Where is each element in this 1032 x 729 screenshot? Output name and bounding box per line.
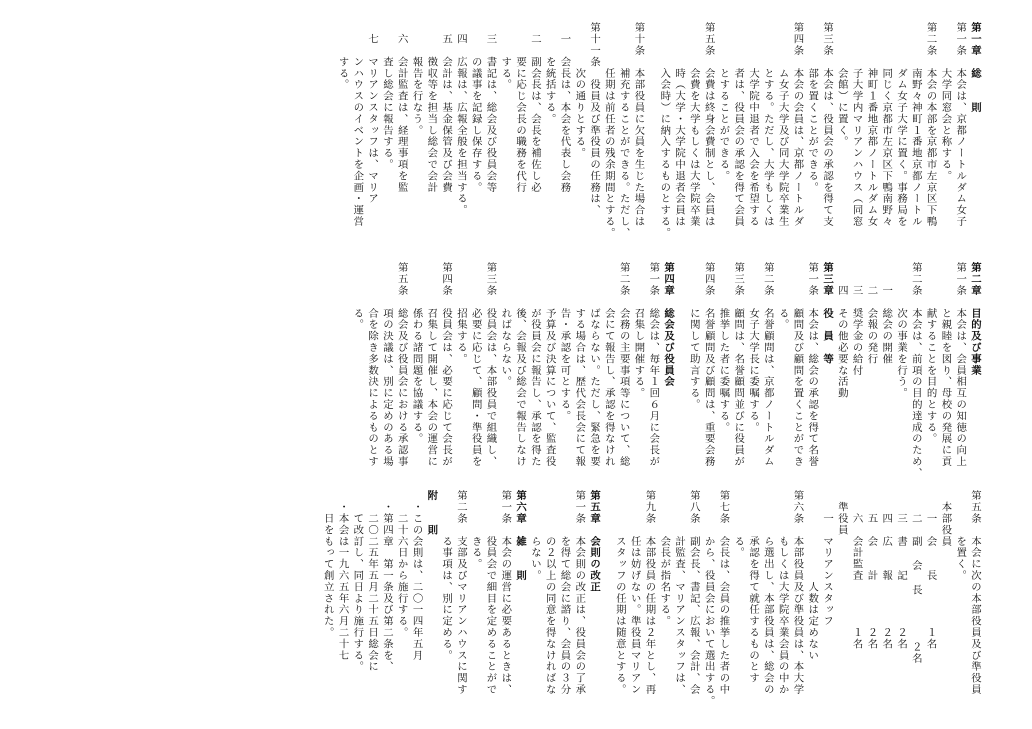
text-line: を統括する。 <box>543 22 556 125</box>
text-line: 役員会で細目を定めることがで <box>484 490 497 696</box>
text-line: 二 副 会 長 ２名 <box>909 490 922 665</box>
text-line: 承認を得て就任するものとす <box>747 490 760 684</box>
text-line: 第十条 本部役員に欠員を生じた場合は <box>632 22 645 228</box>
text-line: 第三条 本会は、役員会の承認を得て支 <box>821 22 834 228</box>
text-line: 第四条 役員会は、必要に応じて会長が <box>440 262 453 468</box>
text-line: 第五条 本会に次の本部役員及び準役員 <box>969 490 981 696</box>
chapter-heading: 附 則 <box>425 490 438 536</box>
text-line: 予算及び決算について、監査役 <box>543 262 556 468</box>
text-line: 第七条 会長は、会員の推挙した者の中 <box>717 490 730 696</box>
text-line: スタッフの任期は随意とする。 <box>613 490 626 696</box>
text-line: 告・承認を可とする。 <box>558 262 571 422</box>
text-line: る。 <box>776 262 789 331</box>
text-line: ム女子大学及び同大学院卒業生 <box>776 22 789 228</box>
text-line: 会館）に置く。 <box>835 22 848 148</box>
text-line: 三 書 記 ２名 <box>895 490 908 650</box>
text-line: 同じく京都市左京区下鴨南野々 <box>880 22 893 228</box>
text-line: する。 <box>336 22 349 91</box>
text-line: を得て総会に諮り、会員の３分 <box>558 490 571 696</box>
text-line: 者は、役員会の承認を得て会員 <box>732 22 745 228</box>
text-line: 日をもって創立された。 <box>321 490 334 639</box>
text-line: ダム女子大学に置く。事務局を <box>895 22 908 228</box>
chapter-heading: 第二章 目的及び事業 <box>969 262 981 376</box>
text-band-middle <box>70 262 982 488</box>
text-line: 第八条 副会長、書記、広報、会計、会 <box>687 490 700 696</box>
text-line: 招集する。 <box>454 262 467 365</box>
text-line: 献することを目的とする。 <box>924 262 937 445</box>
text-line: 係わる諸問題を協議する。 <box>410 262 423 445</box>
text-line: 第五条 会費は終身会費制とし、会員は <box>702 22 715 228</box>
text-line: ・この会則は、二〇一四年五月 <box>410 490 423 661</box>
text-line: が役員会に報告し、承認を得た <box>528 262 541 468</box>
text-line: る事項は、別に定める。 <box>440 490 453 661</box>
text-line: 神町１番地京都ノートルダム女 <box>865 22 878 228</box>
text-line: 七 マリアンスタッフは、マリア <box>366 22 379 205</box>
chapter-heading: 第六章 雑 則 <box>514 490 527 582</box>
text-line: ばならない。ただし、緊急を要 <box>588 262 601 468</box>
text-line: 第二条 名誉顧問は、京都ノートルダム <box>761 262 774 468</box>
chapter-heading: 第四章 総会及び役員会 <box>662 262 675 388</box>
text-line: 大学院中退者で入会を希望する <box>747 22 760 228</box>
text-line: 時（大学・大学院中退者会員は <box>673 22 686 228</box>
text-line: 第十一条 役員及び準役員の任務は、 <box>588 22 601 216</box>
text-line: から、役員会において選出する。 <box>702 490 715 707</box>
text-line: 任期は前任者の残余期間とする。 <box>602 22 615 239</box>
text-line: 本部役員 <box>939 490 952 547</box>
text-line: 準役員 <box>835 490 848 536</box>
chapter-heading: 第一章 総 則 <box>969 22 981 114</box>
text-line: 第一条 本会則の改正は、役員会の了承 <box>573 490 586 696</box>
text-line: 次の通りとする。 <box>573 22 586 159</box>
text-line: 南野々神町１番地京都ノートル <box>909 22 922 228</box>
text-line: 第二条 会務の主要事項等について、総 <box>617 262 630 468</box>
text-line: 第二条 本会の本部を京都市左京区下鴨 <box>924 22 937 228</box>
text-line: 任は妨げない。準役員マリアン <box>628 490 641 696</box>
text-line: 四 その他必要な活動 <box>835 262 848 399</box>
text-line: もしくは大学院卒業会員の中か <box>776 490 789 696</box>
text-line: ・本会は一九六五年六月二十七 <box>336 490 349 661</box>
text-line: 第五条 総会及び役員会における承認事 <box>395 262 408 468</box>
text-line: らない。 <box>528 490 541 582</box>
text-line: 一 会 長 １名 <box>924 490 937 650</box>
text-line: 顧問及び顧問を置くことができ <box>791 262 804 468</box>
text-line: ら選出し、本部役員は、総会の <box>761 490 774 696</box>
text-line: する場合は、歴代会長会にて報 <box>573 262 586 468</box>
text-line: 第三条 役員会は、本部役員で組織し、 <box>484 262 497 468</box>
text-line: 入会時）に納入するものとする。 <box>658 22 671 239</box>
text-line: 要に応じ会長の職務を代行 <box>514 22 527 193</box>
text-line: 報告を行なう。 <box>410 22 423 136</box>
text-line: 五 会計は、基金保管及び会費 <box>440 22 453 193</box>
text-line: 項の決議は、別に定めのある場 <box>380 262 393 468</box>
text-line: る。 <box>732 490 745 559</box>
text-line: 会にて報告し、承認を得なけれ <box>602 262 615 468</box>
text-line: とする。ただし、大学もしくは <box>761 22 774 228</box>
text-line: ンハウスのイベントを企画・運営 <box>351 22 364 228</box>
text-line: 大学同窓会と称する。 <box>939 22 952 182</box>
text-line: 六 会計監査は、経理事項を監 <box>395 22 408 193</box>
text-line: 三 奨学金の給付 <box>850 262 863 376</box>
text-line: する。 <box>499 22 512 91</box>
text-line: 五 会 計 ２名 <box>865 490 878 650</box>
text-line: 召集し開催する。 <box>632 262 645 399</box>
text-line: 二〇二五年五月二十五日総会に <box>366 490 379 673</box>
text-line: 第四条 本会の会員は、京都ノートルダ <box>791 22 804 228</box>
text-line: 第四条 名誉顧問及び顧問は、重要会務 <box>702 262 715 468</box>
text-line: 推挙した者に委嘱する。 <box>717 262 730 433</box>
text-line: 六 会計監査 １名 <box>850 490 863 650</box>
text-line: 第一条 本会は、会員相互の知徳の向上 <box>954 262 967 468</box>
text-line: きる。 <box>469 490 482 570</box>
text-line: 第一条 本会は、京都ノートルダム女子 <box>954 22 967 228</box>
text-line: 第三条 顧問は、名誉顧問並びに役員が <box>732 262 745 468</box>
chapter-heading: 第三章 役 員 等 <box>821 262 834 365</box>
text-line: る。 <box>351 262 364 331</box>
text-line: 女子大学長に委嘱する。 <box>747 262 760 433</box>
text-line: 召集して開催し、本会の運営に <box>425 262 438 468</box>
text-line: 会費を大学もしくは大学院卒業 <box>687 22 700 228</box>
text-line: 二十六日から施行する。 <box>395 490 408 639</box>
text-line: 子大学内マリアンハウス（同窓 <box>850 22 863 228</box>
text-line: 第二条 支部及びマリアンハウスに関す <box>454 490 467 696</box>
text-line: とすることができる。 <box>717 22 730 182</box>
text-line: 一 マリアンスタッフ <box>821 490 834 627</box>
text-line: の２以上の同意を得なければな <box>543 490 556 696</box>
text-line: を置く。 <box>954 490 967 582</box>
chapter-heading: 第五章 会則の改正 <box>588 490 601 593</box>
text-line: 部を置くことができる。 <box>806 22 819 193</box>
text-line: 後、会報及び総会で報告しなけ <box>514 262 527 468</box>
text-line: て改訂し、同日より施行する。 <box>351 490 364 673</box>
text-line: 合を除き多数決によるものとす <box>366 262 379 468</box>
text-line: 二 会報の発行 <box>865 262 878 365</box>
text-band-bottom <box>70 490 982 716</box>
text-line: 会長が指名する。 <box>658 490 671 627</box>
text-line: 一 会長は、本会を代表し会務 <box>558 22 571 193</box>
text-line: と親睦を図り、母校の発展に貢 <box>939 262 952 468</box>
text-line: 次の事業を行う。 <box>895 262 908 399</box>
text-line: 三 書記は、総会及び役員会等 <box>484 22 497 193</box>
text-line: 二 副会長は、会長を補佐し必 <box>528 22 541 193</box>
text-line: 第九条 本部役員の任期は２年とし、再 <box>643 490 656 696</box>
text-line: 第六条 本部役員及び準役員は、本大学 <box>791 490 804 696</box>
text-line: 第二条 本会は、前項の目的達成のため、 <box>909 262 922 479</box>
text-line: 四 広 報 ２名 <box>880 490 893 650</box>
text-line: 第一条 本会の運営に必要あるときは、 <box>499 490 512 696</box>
text-line: 補充することができる。ただし、 <box>617 22 630 239</box>
text-line: 第一条 本会は、総会の承認を得て名誉 <box>806 262 819 468</box>
text-line: 計監査、マリアンスタッフは、 <box>673 490 686 696</box>
text-line: に関して助言する。 <box>687 262 700 411</box>
text-line: ればならない。 <box>499 262 512 388</box>
text-line: の議事を記録し保存する。 <box>469 22 482 193</box>
text-line: ・第四章 第一条及び第二条を、 <box>380 490 393 673</box>
text-line: 人数は定めない <box>806 490 819 661</box>
text-line: 一 総会の開催 <box>880 262 893 365</box>
text-line: 査し総会に報告する。 <box>380 22 393 171</box>
text-band-top <box>70 22 982 248</box>
text-line: 必要に応じて、顧問・準役員を <box>469 262 482 468</box>
text-line: 徴収等を担当し総会で会計 <box>425 22 438 193</box>
text-line: 第一条 総会は、毎年１回６月に会長が <box>647 262 660 468</box>
text-line: 四 広報は、広報全般を担当する。 <box>454 22 467 216</box>
